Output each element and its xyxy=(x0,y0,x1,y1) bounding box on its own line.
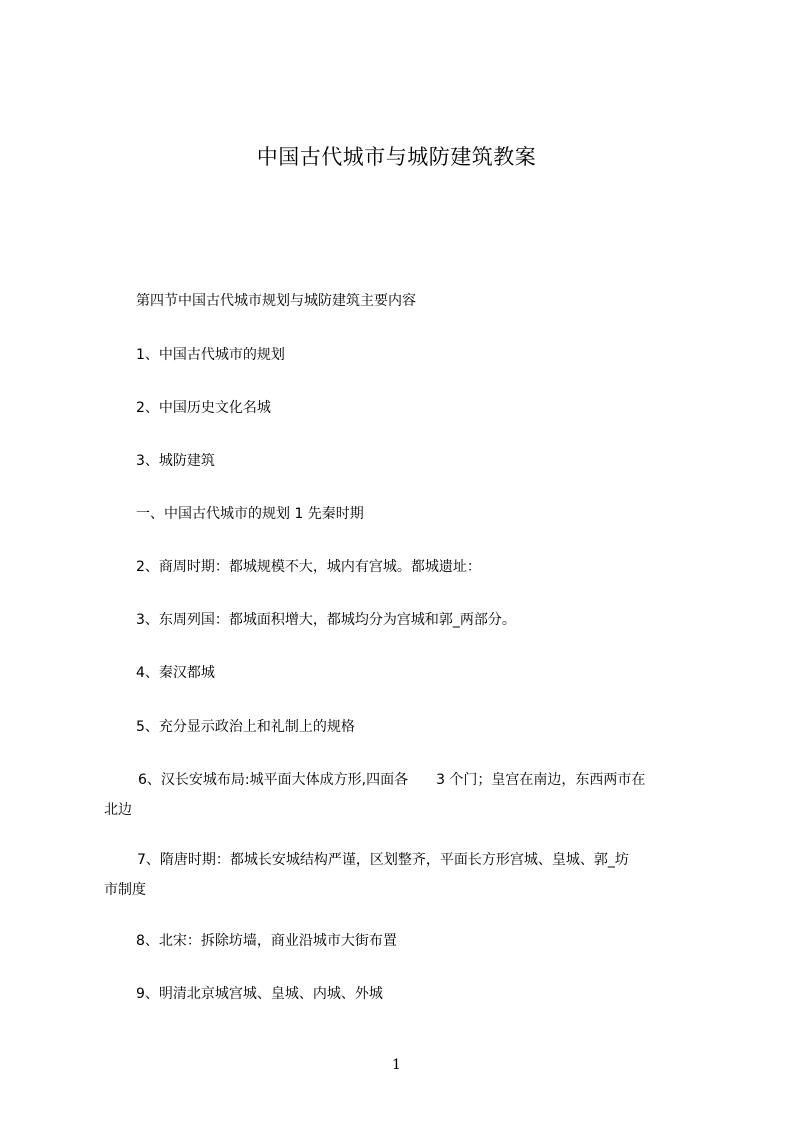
document-title: 中国古代城市与城防建筑教案 xyxy=(256,145,537,169)
list-item-1: 1、中国古代城市的规划 xyxy=(136,347,285,363)
list-item-han-changan-line2: 北边 xyxy=(104,802,132,818)
list-item-qinhan: 4、秦汉都城 xyxy=(136,665,215,681)
list-item-2: 2、中国历史文化名城 xyxy=(136,400,271,416)
list-item-suitang xyxy=(104,851,629,899)
list-item-dongzhou: 3、东周列国：都城面积增大，都城均分为宫城和郭_两部分。 xyxy=(136,612,516,628)
list-item-han-changan xyxy=(104,771,645,819)
list-item-suitang-line2: 市制度 xyxy=(104,882,146,898)
section-heading: 第四节中国古代城市规划与城防建筑主要内容 xyxy=(136,293,416,309)
list-item-han-changan-line1: 6、汉长安城布局:城平面大体成方形,四面各 3 个门；皇宫在南边，东西两市在 xyxy=(138,772,646,788)
list-item-beisong: 8、北宋：拆除坊墙，商业沿城市大街布置 xyxy=(136,933,397,949)
list-item-mingqing: 9、明清北京城宫城、皇城、内城、外城 xyxy=(136,986,383,1002)
subsection-heading-1: 一、中国古代城市的规划 1 先秦时期 xyxy=(136,506,364,522)
page-number: 1 xyxy=(392,1057,401,1073)
list-item-3: 3、城防建筑 xyxy=(136,453,215,469)
list-item-guige: 5、充分显示政治上和礼制上的规格 xyxy=(136,719,355,735)
list-item-suitang-line1: 7、隋唐时期：都城长安城结构严谨，区划整齐，平面长方形宫城、皇城、郭_坊 xyxy=(137,852,629,868)
list-item-shangzhou: 2、商周时期：都城规模不大，城内有宫城。都城遗址： xyxy=(136,559,481,575)
